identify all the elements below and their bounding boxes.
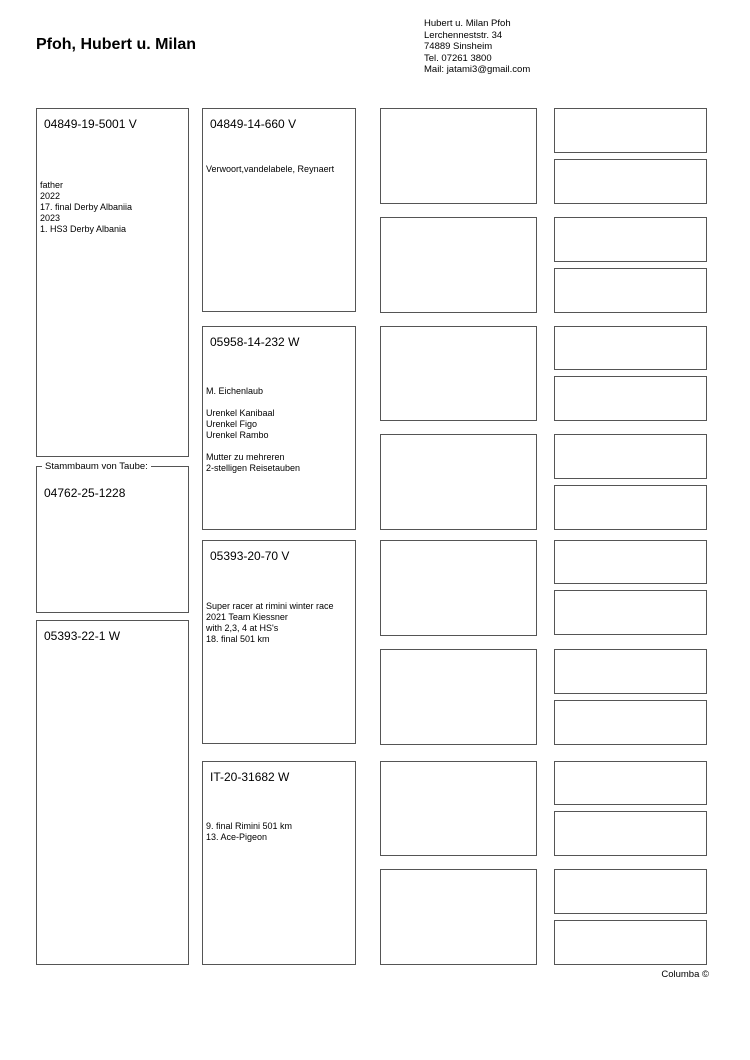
- grandparent-ring: 04849-14-660 V: [210, 117, 297, 131]
- copyright-footer: Columba ©: [661, 969, 709, 980]
- great-great-grandparent-box: [554, 485, 707, 530]
- great-great-grandparent-box: [554, 434, 707, 479]
- great-great-grandparent-box: [554, 920, 707, 965]
- grandparent-box: [202, 326, 356, 530]
- grandparent-info: Verwoort,vandelabele, Reynaert: [206, 164, 335, 174]
- pedigree-legend: Stammbaum von Taube:: [42, 461, 151, 472]
- great-great-grandparent-box: [554, 540, 707, 584]
- great-great-grandparent-box: [554, 376, 707, 421]
- great-great-grandparent-box: [554, 869, 707, 914]
- father-box: [36, 108, 189, 457]
- great-grandparent-box: [380, 649, 537, 745]
- address-line: Hubert u. Milan Pfoh: [424, 18, 511, 29]
- page-title: Pfoh, Hubert u. Milan: [36, 36, 196, 53]
- owner-address: [424, 18, 530, 76]
- grandparent-box: [202, 540, 356, 744]
- subject-ring: 04762-25-1228: [44, 486, 126, 500]
- grandparent-info: Super racer at rimini winter race 2021 Team Kiessner with 2,3, 4 at HS's 18. final 501 km: [206, 601, 334, 644]
- father-ring: 04849-19-5001 V: [44, 117, 137, 131]
- mother-box: [36, 620, 189, 965]
- address-line: Mail: jatami3@gmail.com: [424, 64, 531, 75]
- great-great-grandparent-box: [554, 268, 707, 313]
- grandparent-ring: IT-20-31682 W: [210, 770, 290, 784]
- grandparent-info: 9. final Rimini 501 km 13. Ace-Pigeon: [206, 821, 293, 842]
- great-great-grandparent-box: [554, 761, 707, 805]
- great-great-grandparent-box: [554, 159, 707, 204]
- great-great-grandparent-box: [554, 590, 707, 635]
- grandparent-ring: 05958-14-232 W: [210, 335, 300, 349]
- great-great-grandparent-box: [554, 326, 707, 370]
- grandparent-ring: 05393-20-70 V: [210, 549, 290, 563]
- great-great-grandparent-box: [554, 811, 707, 856]
- great-great-grandparent-box: [554, 217, 707, 262]
- address-line: 74889 Sinsheim: [424, 41, 493, 52]
- grandparent-box: [202, 108, 356, 312]
- great-grandparent-box: [380, 108, 537, 204]
- mother-ring: 05393-22-1 W: [44, 629, 121, 643]
- subject-box: [36, 466, 189, 613]
- great-grandparent-box: [380, 540, 537, 636]
- great-grandparent-box: [380, 326, 537, 421]
- great-grandparent-box: [380, 761, 537, 856]
- great-grandparent-box: [380, 434, 537, 530]
- great-great-grandparent-box: [554, 649, 707, 694]
- address-line: Tel. 07261 3800: [424, 52, 492, 64]
- grandparent-info: M. Eichenlaub Urenkel Kanibaal Urenkel Figo Urenkel Rambo Mutter zu mehreren 2-stelligen Reisetauben: [206, 386, 301, 473]
- great-great-grandparent-box: [554, 108, 707, 153]
- great-grandparent-box: [380, 869, 537, 965]
- great-grandparent-box: [380, 217, 537, 313]
- great-great-grandparent-box: [554, 700, 707, 745]
- address-line: Lerchenneststr. 34: [424, 29, 503, 41]
- grandparent-box: [202, 761, 356, 965]
- father-info: father 2022 17. final Derby Albaniia 2023 1. HS3 Derby Albania: [40, 180, 133, 234]
